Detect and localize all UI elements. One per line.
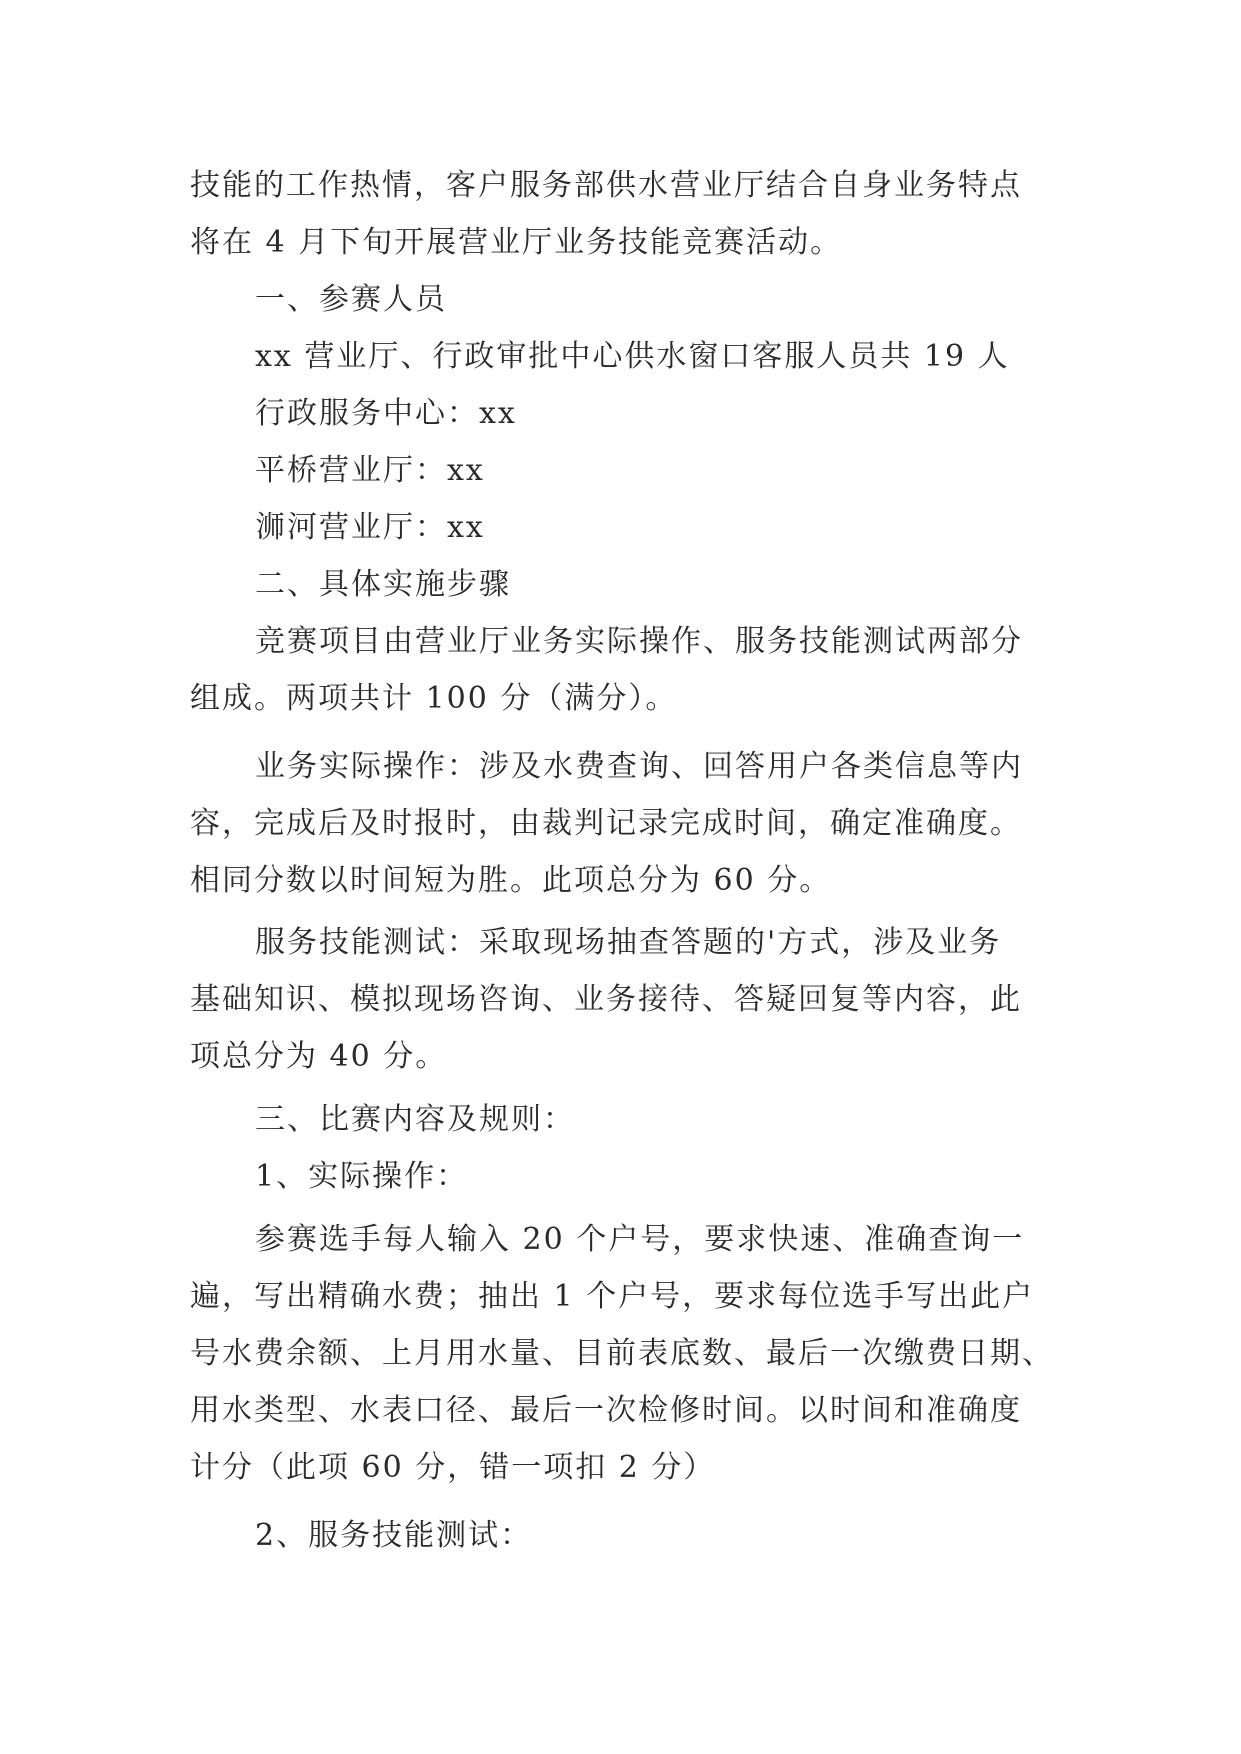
paragraph-line: 用水类型、水表口径、最后一次检修时间。以时间和准确度 bbox=[190, 1393, 1022, 1428]
section-heading: 三、比赛内容及规则： bbox=[255, 1102, 575, 1137]
paragraph-line: 遍，写出精确水费；抽出 1 个户号，要求每位选手写出此户 bbox=[190, 1279, 1035, 1314]
paragraph-line: 行政服务中心：xx bbox=[255, 396, 517, 431]
paragraph-line: 项总分为 40 分。 bbox=[190, 1039, 448, 1074]
paragraph-line: xx 营业厅、行政审批中心供水窗口客服人员共 19 人 bbox=[255, 339, 1010, 374]
paragraph-line: 计分（此项 60 分，错一项扣 2 分） bbox=[190, 1450, 716, 1485]
paragraph-line: 浉河营业厅：xx bbox=[255, 510, 485, 545]
paragraph-line: 基础知识、模拟现场咨询、业务接待、答疑回复等内容，此 bbox=[190, 982, 1022, 1017]
paragraph-line: 相同分数以时间短为胜。此项总分为 60 分。 bbox=[190, 863, 832, 898]
paragraph-line: 平桥营业厅：xx bbox=[255, 453, 485, 488]
paragraph-line: 容，完成后及时报时，由裁判记录完成时间，确定准确度。 bbox=[190, 806, 1022, 841]
paragraph-line: 业务实际操作：涉及水费查询、回答用户各类信息等内 bbox=[255, 749, 1023, 784]
subsection-heading: 1、实际操作： bbox=[255, 1159, 469, 1194]
section-heading: 一、参赛人员 bbox=[255, 282, 447, 317]
paragraph-line: 号水费余额、上月用水量、目前表底数、最后一次缴费日期、 bbox=[190, 1336, 1054, 1371]
paragraph-line: 组成。两项共计 100 分（满分）。 bbox=[190, 681, 678, 716]
paragraph-line: 服务技能测试：采取现场抽查答题的'方式，涉及业务 bbox=[255, 925, 1002, 960]
paragraph-line: 参赛选手每人输入 20 个户号，要求快速、准确查询一 bbox=[255, 1222, 1025, 1257]
section-heading: 二、具体实施步骤 bbox=[255, 567, 511, 602]
paragraph-line: 将在 4 月下旬开展营业厅业务技能竞赛活动。 bbox=[190, 225, 843, 260]
paragraph-line: 技能的工作热情，客户服务部供水营业厅结合自身业务特点 bbox=[190, 168, 1022, 203]
subsection-heading: 2、服务技能测试： bbox=[255, 1518, 533, 1553]
paragraph-line: 竞赛项目由营业厅业务实际操作、服务技能测试两部分 bbox=[255, 624, 1023, 659]
